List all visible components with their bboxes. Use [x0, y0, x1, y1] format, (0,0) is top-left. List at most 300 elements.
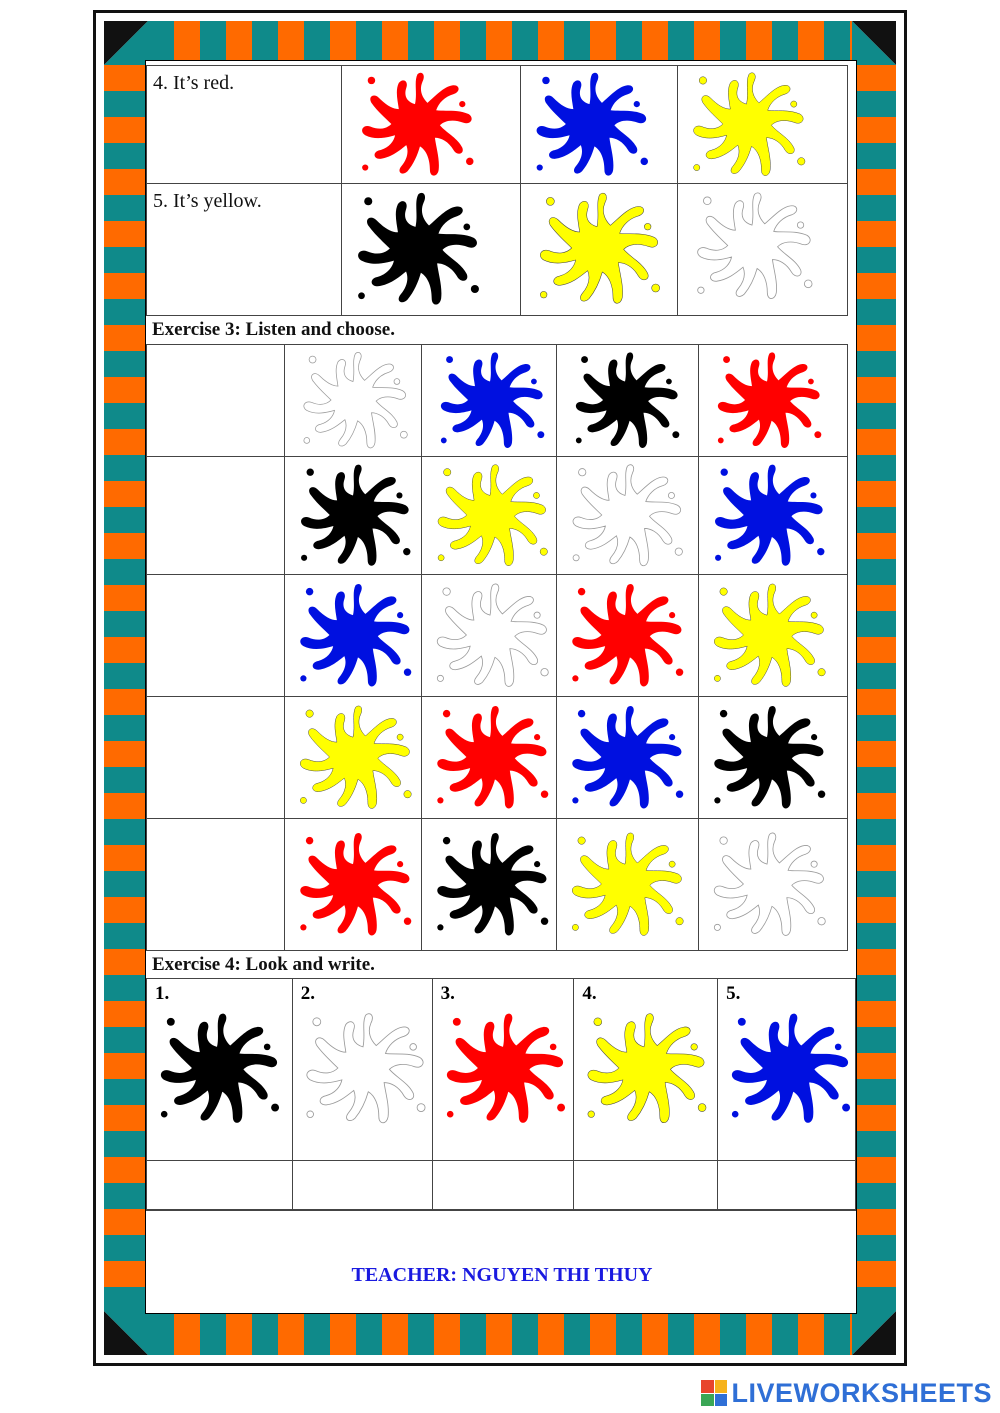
paint-droplet: [811, 612, 817, 618]
splash-choice-cell[interactable]: [284, 345, 422, 457]
paint-droplet: [703, 197, 711, 205]
paint-droplet: [452, 1018, 460, 1026]
border-tile: [564, 21, 590, 65]
paint-splash-shape: [698, 193, 811, 299]
border-tile: [104, 585, 148, 611]
border-tile: [104, 1001, 148, 1027]
paint-droplet: [437, 675, 443, 681]
border-tile: [382, 21, 408, 65]
paint-splash-icon: [578, 1003, 710, 1133]
paint-splash-shape: [537, 73, 647, 176]
paint-splash-shape: [715, 833, 824, 936]
border-corner: [852, 21, 896, 65]
splash-choice-cell[interactable]: [422, 457, 557, 575]
paint-droplet: [557, 1104, 565, 1112]
border-tile: [852, 585, 896, 611]
border-tile: [104, 481, 148, 507]
paint-splash-icon: [563, 822, 687, 946]
exercise3-row: [147, 819, 848, 951]
paint-droplet: [534, 861, 540, 867]
border-tile: [226, 21, 252, 65]
paint-droplet: [791, 101, 797, 107]
border-tile: [104, 1131, 148, 1157]
paint-droplet: [264, 1044, 271, 1051]
paint-droplet: [541, 790, 548, 797]
paint-droplet: [720, 588, 727, 595]
paint-splash-icon: [297, 1003, 429, 1133]
paint-splash-icon: [428, 578, 552, 692]
answer-cell[interactable]: [147, 697, 285, 819]
paint-droplet: [720, 710, 727, 717]
border-tile: [642, 21, 668, 65]
splash-choice-cell[interactable]: [284, 697, 422, 819]
paint-splash-icon: [291, 822, 415, 946]
paint-splash-icon: [291, 700, 415, 814]
paint-splash-icon: [437, 1003, 569, 1133]
border-tile: [852, 1209, 896, 1235]
border-tile: [104, 247, 148, 273]
liveworksheets-logo[interactable]: [701, 1376, 992, 1410]
paint-droplet: [534, 612, 540, 618]
border-tile: [798, 21, 824, 65]
border-tile: [148, 1311, 174, 1355]
border-tile: [852, 741, 896, 767]
paint-droplet: [715, 924, 721, 930]
paint-splash-icon: [705, 822, 829, 946]
answer-cell[interactable]: [147, 575, 285, 697]
border-tile: [486, 21, 512, 65]
paint-droplet: [541, 917, 548, 924]
border-tile: [104, 975, 148, 1001]
paint-droplet: [540, 291, 547, 298]
paint-splash-icon: [705, 700, 829, 814]
border-tile: [278, 21, 304, 65]
paint-droplet: [669, 861, 675, 867]
border-tile: [104, 923, 148, 949]
border-tile: [852, 923, 896, 949]
border-tile: [434, 1311, 460, 1355]
border-tile: [852, 975, 896, 1001]
border-tile: [852, 1235, 896, 1261]
logo-mark-square: [715, 1380, 728, 1393]
paint-droplet: [594, 1018, 602, 1026]
splash-choice-cell[interactable]: [422, 575, 557, 697]
border-tile: [104, 1183, 148, 1209]
exercise3-row: [147, 345, 848, 457]
paint-droplet: [466, 158, 473, 165]
border-corner: [852, 1311, 896, 1355]
border-tile: [852, 1287, 896, 1311]
paint-splash-icon: [563, 578, 687, 692]
border-tile: [104, 1079, 148, 1105]
paint-droplet: [410, 1044, 417, 1051]
splash-cell[interactable]: [342, 66, 521, 184]
paint-droplet: [403, 917, 410, 924]
paint-droplet: [307, 1111, 314, 1118]
splash-cell[interactable]: [678, 66, 848, 184]
bottom-divider: [146, 1209, 856, 1210]
border-tile: [104, 1209, 148, 1235]
paint-splash-shape: [715, 706, 824, 809]
paint-droplet: [572, 675, 578, 681]
border-tile: [104, 1261, 148, 1287]
logo-text: LIVEWORKSHEETS: [731, 1377, 992, 1408]
paint-droplet: [672, 431, 679, 438]
paint-droplet: [396, 492, 402, 498]
paint-droplet: [669, 734, 675, 740]
splash-choice-cell[interactable]: [699, 575, 848, 697]
exercise4-picture-cell: [432, 979, 574, 1161]
border-tile: [852, 1027, 896, 1053]
paint-droplet: [811, 734, 817, 740]
paint-droplet: [698, 1104, 706, 1112]
paint-droplet: [358, 292, 365, 299]
border-tile: [668, 1311, 694, 1355]
paint-droplet: [542, 77, 549, 84]
paint-droplet: [397, 612, 403, 618]
paint-droplet: [666, 379, 672, 385]
border-tile: [174, 1311, 200, 1355]
splash-choice-cell[interactable]: [699, 819, 848, 951]
border-tile: [148, 21, 174, 65]
border-tile: [104, 533, 148, 559]
border-tile: [720, 1311, 746, 1355]
paint-droplet: [446, 1111, 453, 1118]
border-tile: [538, 1311, 564, 1355]
border-tile: [104, 949, 148, 975]
sentence-cell: [147, 184, 342, 316]
border-tile: [104, 169, 148, 195]
paint-droplet: [403, 548, 410, 555]
border-tile: [852, 897, 896, 923]
border-tile: [408, 1311, 434, 1355]
paint-droplet: [698, 287, 704, 293]
paint-splash-icon: [527, 68, 652, 180]
border-tile: [852, 767, 896, 793]
paint-splash-icon: [563, 700, 687, 814]
paint-splash-shape: [300, 584, 409, 687]
exercise4-picture-cell: [147, 979, 293, 1161]
paint-splash-shape: [301, 465, 409, 566]
border-tile: [852, 65, 896, 91]
border-tile: [852, 403, 896, 429]
paint-droplet: [641, 158, 648, 165]
paint-droplet: [400, 431, 407, 438]
paint-droplet: [581, 356, 588, 363]
paint-droplet: [362, 164, 368, 170]
border-tile: [852, 611, 896, 637]
border-tile: [850, 21, 852, 65]
paint-droplet: [309, 356, 316, 363]
answer-cell[interactable]: [147, 457, 285, 575]
paint-droplet: [301, 555, 307, 561]
splash-cell[interactable]: [342, 184, 521, 316]
worksheet-content: [145, 60, 857, 1314]
paint-splash-icon: [682, 188, 822, 303]
paint-droplet: [811, 861, 817, 867]
logo-mark-square: [701, 1394, 714, 1407]
paint-droplet: [676, 790, 683, 797]
splash-choice-cell[interactable]: [284, 575, 422, 697]
border-tile: [642, 1311, 668, 1355]
border-tile: [852, 273, 896, 299]
border-tile: [104, 663, 148, 689]
exercise4-heading: Exercise 4: Look and write.: [152, 954, 375, 975]
item-number: 5.: [726, 983, 741, 1004]
border-tile: [852, 325, 896, 351]
paint-splash-icon: [428, 460, 552, 570]
paint-splash-icon: [722, 1003, 854, 1133]
border-tile: [104, 1053, 148, 1079]
write-answer-cell[interactable]: [574, 1161, 718, 1211]
paint-splash-icon: [684, 68, 809, 180]
write-answer-cell[interactable]: [432, 1161, 574, 1211]
paint-droplet: [578, 469, 585, 476]
paint-droplet: [446, 356, 453, 363]
border-corner: [104, 1311, 148, 1355]
paint-droplet: [403, 668, 410, 675]
paint-splash-shape: [307, 1014, 423, 1123]
paint-droplet: [438, 555, 444, 561]
border-tile: [330, 1311, 356, 1355]
paint-splash-shape: [572, 706, 681, 809]
border-tile: [772, 21, 798, 65]
border-tile: [852, 377, 896, 403]
paint-droplet: [397, 734, 403, 740]
border-tile: [850, 1311, 852, 1355]
border-tile: [104, 741, 148, 767]
paint-droplet: [303, 438, 309, 444]
border-tile: [104, 221, 148, 247]
paint-droplet: [676, 668, 683, 675]
border-tile: [104, 455, 148, 481]
border-tile: [104, 377, 148, 403]
border-tile: [104, 143, 148, 169]
item-number: 2.: [300, 983, 316, 1004]
paint-droplet: [634, 101, 640, 107]
sentence-text: 5. It’s yellow.: [153, 190, 262, 212]
border-tile: [200, 1311, 226, 1355]
paint-droplet: [538, 431, 545, 438]
paint-droplet: [676, 917, 683, 924]
border-tile: [852, 871, 896, 897]
paint-splash-shape: [437, 833, 546, 936]
paint-droplet: [572, 797, 578, 803]
splash-choice-cell[interactable]: [556, 457, 699, 575]
answer-cell[interactable]: [147, 819, 285, 951]
exercise2-row: [147, 66, 848, 184]
write-answer-cell[interactable]: [147, 1161, 293, 1211]
paint-splash-shape: [437, 584, 546, 687]
splash-cell[interactable]: [521, 66, 678, 184]
sentence-cell: [147, 66, 342, 184]
paint-droplet: [818, 668, 825, 675]
paint-droplet: [534, 492, 540, 498]
border-tile: [460, 21, 486, 65]
paint-droplet: [644, 223, 651, 230]
border-tile: [104, 637, 148, 663]
paint-splash-shape: [715, 465, 823, 566]
splash-choice-cell[interactable]: [284, 819, 422, 951]
exercise4-picture-row: [147, 979, 856, 1161]
paint-droplet: [459, 101, 465, 107]
logo-mark-icon: [701, 1380, 727, 1406]
border-tile: [512, 1311, 538, 1355]
border-tile: [852, 533, 896, 559]
paint-droplet: [305, 588, 312, 595]
border-tile: [104, 1287, 148, 1311]
border-tile: [104, 611, 148, 637]
exercise3-row: [147, 575, 848, 697]
splash-choice-cell[interactable]: [556, 697, 699, 819]
border-tile: [104, 325, 148, 351]
border-tile: [512, 21, 538, 65]
splash-choice-cell[interactable]: [422, 697, 557, 819]
paint-droplet: [306, 469, 313, 476]
paint-droplet: [718, 438, 724, 444]
paint-splash-icon: [291, 348, 415, 452]
border-tile: [226, 1311, 252, 1355]
splash-choice-cell[interactable]: [556, 575, 699, 697]
border-tile: [852, 793, 896, 819]
item-number: 3.: [440, 983, 455, 1004]
paint-droplet: [811, 492, 817, 498]
paint-droplet: [540, 548, 547, 555]
paint-droplet: [715, 555, 721, 561]
write-answer-cell[interactable]: [292, 1161, 432, 1211]
border-tile: [852, 1261, 896, 1287]
splash-choice-cell[interactable]: [422, 345, 557, 457]
border-tile: [460, 1311, 486, 1355]
border-tile: [104, 819, 148, 845]
paint-droplet: [463, 224, 470, 231]
border-tile: [174, 21, 200, 65]
paint-splash-shape: [362, 73, 472, 176]
border-tile: [852, 351, 896, 377]
paint-droplet: [694, 164, 700, 170]
splash-choice-cell[interactable]: [284, 457, 422, 575]
exercise4-picture-cell: [574, 979, 718, 1161]
border-tile: [852, 143, 896, 169]
paint-droplet: [443, 710, 450, 717]
paint-droplet: [364, 197, 372, 205]
paint-droplet: [394, 379, 400, 385]
paint-splash-icon: [350, 68, 480, 180]
paint-droplet: [541, 668, 548, 675]
paint-droplet: [537, 164, 543, 170]
border-tile: [694, 1311, 720, 1355]
paint-droplet: [546, 197, 554, 205]
border-tile: [408, 21, 434, 65]
paint-droplet: [720, 837, 727, 844]
border-tile: [694, 21, 720, 65]
paint-splash-shape: [437, 706, 546, 809]
paint-splash-shape: [300, 833, 409, 936]
paint-droplet: [549, 1044, 556, 1051]
border-tile: [104, 689, 148, 715]
border-tile: [538, 21, 564, 65]
border-tile: [434, 21, 460, 65]
border-tile: [356, 21, 382, 65]
paint-splash-shape: [303, 352, 405, 448]
border-tile: [852, 117, 896, 143]
border-tile: [852, 845, 896, 871]
border-tile: [104, 871, 148, 897]
paint-droplet: [652, 284, 660, 292]
border-tile: [720, 21, 746, 65]
border-tile: [798, 1311, 824, 1355]
border-tile: [852, 663, 896, 689]
border-tile: [104, 117, 148, 143]
border-tile: [104, 1235, 148, 1261]
paint-droplet: [161, 1111, 168, 1118]
paint-splash-shape: [446, 1014, 562, 1123]
paint-droplet: [815, 431, 822, 438]
logo-mark-square: [715, 1394, 728, 1407]
paint-droplet: [578, 588, 585, 595]
paint-droplet: [797, 222, 803, 228]
paint-splash-shape: [572, 833, 681, 936]
border-tile: [104, 403, 148, 429]
border-tile: [852, 689, 896, 715]
splash-choice-cell[interactable]: [556, 345, 699, 457]
border-tile: [486, 1311, 512, 1355]
paint-droplet: [305, 710, 312, 717]
border-tile: [590, 1311, 616, 1355]
border-tile: [104, 1157, 148, 1183]
border-tile: [616, 1311, 642, 1355]
border-tile: [852, 1053, 896, 1079]
item-number: 1.: [155, 983, 170, 1004]
splash-choice-cell[interactable]: [422, 819, 557, 951]
border-tile: [104, 715, 148, 741]
border-tile: [852, 1105, 896, 1131]
border-tile: [852, 1183, 896, 1209]
paint-droplet: [417, 1104, 425, 1112]
paint-droplet: [842, 1104, 850, 1112]
splash-choice-cell[interactable]: [556, 819, 699, 951]
paint-droplet: [808, 379, 814, 385]
paint-splash-shape: [732, 1014, 848, 1123]
border-tile: [304, 21, 330, 65]
splash-choice-cell[interactable]: [699, 345, 848, 457]
paint-splash-shape: [573, 465, 681, 566]
paint-droplet: [578, 710, 585, 717]
border-corner: [104, 21, 148, 65]
answer-cell[interactable]: [147, 345, 285, 457]
splash-choice-cell[interactable]: [699, 697, 848, 819]
border-tile: [104, 793, 148, 819]
paint-droplet: [572, 924, 578, 930]
paint-droplet: [305, 837, 312, 844]
paint-droplet: [738, 1018, 746, 1026]
write-answer-cell[interactable]: [718, 1161, 856, 1211]
paint-splash-icon: [527, 188, 667, 308]
paint-splash-shape: [718, 352, 820, 448]
paint-droplet: [732, 1111, 739, 1118]
splash-cell[interactable]: [678, 184, 848, 316]
splash-choice-cell[interactable]: [699, 457, 848, 575]
paint-droplet: [715, 797, 721, 803]
border-tile: [104, 65, 148, 91]
border-tile: [252, 21, 278, 65]
border-tile: [104, 767, 148, 793]
teacher-name: TEACHER: NGUYEN THI THUY: [351, 1264, 653, 1286]
border-tile: [852, 299, 896, 325]
border-tile: [278, 1311, 304, 1355]
splash-cell[interactable]: [521, 184, 678, 316]
sentence-text: 4. It’s red.: [153, 72, 235, 94]
